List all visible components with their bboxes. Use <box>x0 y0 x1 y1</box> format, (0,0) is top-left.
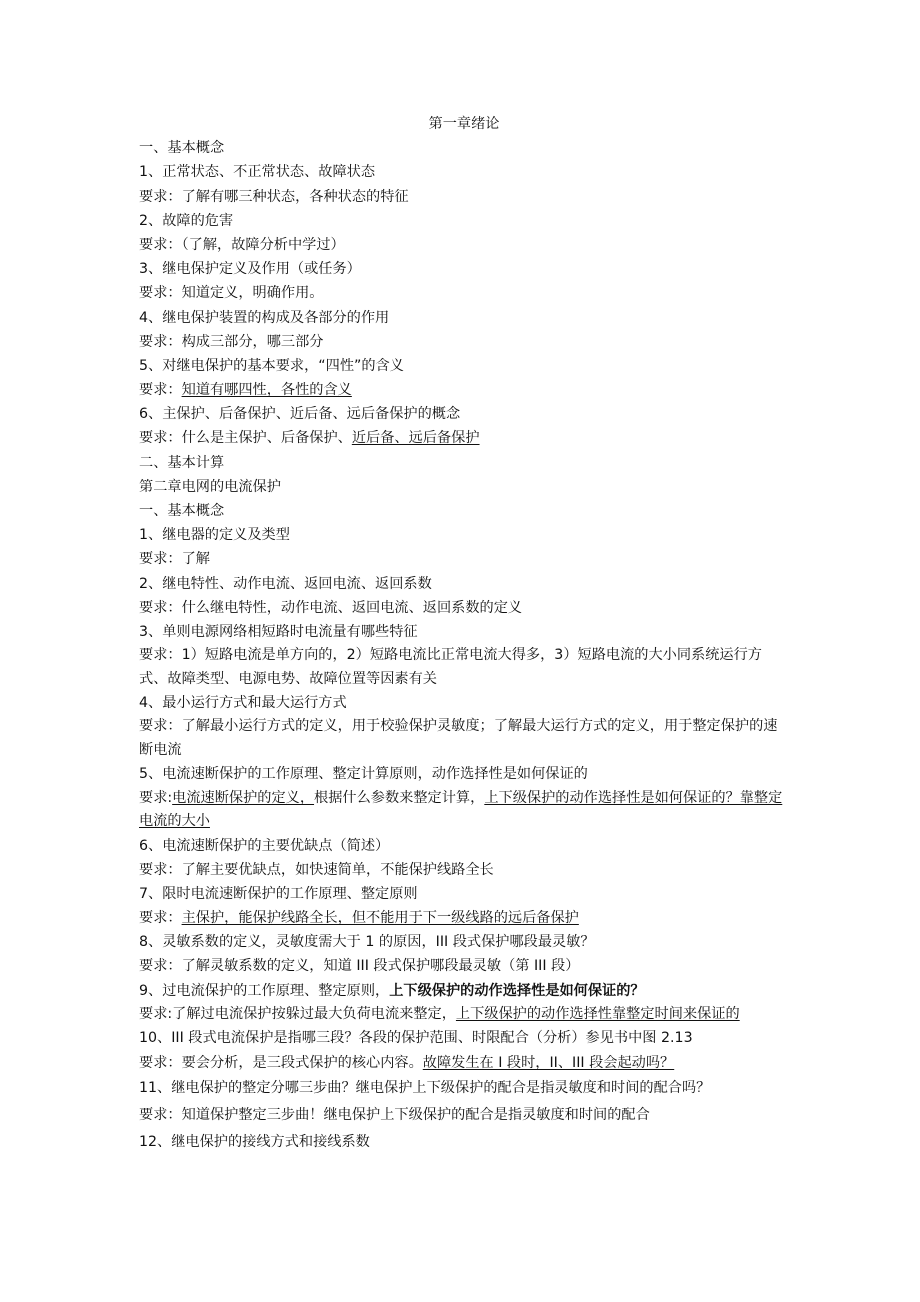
underlined-text: 主保护，能保护线路全长，但不能用于下一级线路的远后备保护 <box>181 910 579 927</box>
requirement-text: 要求：了解灵敏系数的定义，知道 III 段式保护哪段最灵敏（第 III 段） <box>139 958 580 975</box>
item-heading: 7、限时电流速断保护的工作原理、整定原则 <box>139 885 418 902</box>
item-heading: 5、电流速断保护的工作原理、整定计算原则，动作选择性是如何保证的 <box>139 766 588 783</box>
item-heading: 1、继电器的定义及类型 <box>139 527 290 544</box>
requirement-text: 要求：了解有哪三种状态，各种状态的特征 <box>139 188 409 205</box>
document-body <box>139 112 789 1156</box>
item-heading: 8、灵敏系数的定义，灵敏度需大于 1 的原因，III 段式保护哪段最灵敏？ <box>139 934 595 951</box>
requirement-line <box>139 1051 789 1075</box>
item-heading: 3、单则电源网络相短路时电流量有哪些特征 <box>139 623 418 640</box>
requirement-text: 要求：知道保护整定三步曲！继电保护上下级保护的配合是指灵敏度和时间的配合 <box>139 1106 650 1123</box>
requirement-line <box>139 378 789 402</box>
section-heading: 二、基本计算 <box>139 454 225 471</box>
requirement-text: 根据什么参数来整定计算， <box>314 789 485 806</box>
requirement-paragraph <box>139 787 789 834</box>
item-heading-line <box>139 979 789 1003</box>
item-heading: 4、最小运行方式和最大运行方式 <box>139 695 347 712</box>
requirement-text: 要求：了解主要优缺点，如快速简单，不能保护线路全长 <box>139 861 494 878</box>
item-heading: 6、主保护、后备保护、近后备、远后备保护的概念 <box>139 406 461 423</box>
requirement-label: 要求: <box>139 1005 173 1022</box>
item-heading: 9、过电流保护的工作原理、整定原则， <box>139 982 390 999</box>
item-heading: 5、对继电保护的基本要求，“四性”的含义 <box>139 357 404 374</box>
requirement-label: 要求： <box>139 910 182 927</box>
requirement-label: 要求： <box>139 382 182 399</box>
requirement-paragraph <box>139 1003 789 1027</box>
requirement-text: 要求：知道定义，明确作用。 <box>139 285 324 302</box>
item-heading: 11、继电保护的整定分哪三步曲？继电保护上下级保护的配合是指灵敏度和时间的配合吗？ <box>139 1079 711 1096</box>
requirement-text: 要求：了解 <box>139 551 210 568</box>
item-heading: 2、故障的危害 <box>139 212 234 229</box>
requirement-text: 要求：要会分析，是三段式保护的核心内容。 <box>139 1054 423 1071</box>
requirement-text: 要求：了解最小运行方式的定义，用于校验保护灵敏度；了解最大运行方式的定义，用于整定保护的速断电流 <box>139 718 778 758</box>
requirement-line <box>139 906 789 930</box>
requirement-text: 要求：（了解，故障分析中学过） <box>139 236 345 253</box>
section-heading: 一、基本概念 <box>139 140 225 157</box>
requirement-label: 要求: <box>139 789 173 806</box>
underlined-text: 上下级保护的动作选择性靠整定时间来保证的 <box>455 1005 740 1022</box>
chapter-2-title: 第二章电网的电流保护 <box>139 478 281 495</box>
section-heading: 一、基本概念 <box>139 503 225 519</box>
item-heading: 10、III 段式电流保护是指哪三段？各段的保护范围、时限配合（分析）参见书中图 2.13 <box>139 1030 693 1047</box>
bold-text: 上下级保护的动作选择性是如何保证的？ <box>389 982 645 999</box>
chapter-1-title: 第一章绪论 <box>428 116 500 132</box>
item-heading: 6、电流速断保护的主要优缺点（简述） <box>139 837 390 854</box>
underlined-text: 近后备、远后备保护 <box>351 430 480 447</box>
requirement-text: 了解过电流保护按躲过最大负荷电流来整定， <box>172 1005 456 1022</box>
underlined-text: 上下级保护的动作选择性是如何保证的？靠整定电流的大小 <box>139 789 783 829</box>
requirement-text: 要求：1）短路电流是单方向的，2）短路电流比正常电流大得多，3）短路电流的大小同系统运行方式、故障类型、电源电势、故障位置等因素有关 <box>139 647 762 687</box>
requirement-line <box>139 426 789 450</box>
item-heading: 3、继电保护定义及作用（或任务） <box>139 261 361 278</box>
item-heading: 1、正常状态、不正常状态、故障状态 <box>139 164 376 181</box>
item-heading: 2、继电特性、动作电流、返回电流、返回系数 <box>139 575 432 592</box>
requirement-text: 要求：什么是主保护、后备保护、 <box>139 430 352 447</box>
underlined-text: 故障发生在 I 段时，II、III 段会起动吗？ <box>422 1054 675 1071</box>
requirement-text: 要求：什么继电特性，动作电流、返回电流、返回系数的定义 <box>139 599 523 616</box>
item-heading: 12、继电保护的接线方式和接线系数 <box>139 1133 370 1150</box>
item-heading: 4、继电保护装置的构成及各部分的作用 <box>139 309 390 326</box>
underlined-text: 电流速断保护的定义， <box>172 789 315 806</box>
underlined-text: 知道有哪四性，各性的含义 <box>181 382 352 399</box>
requirement-text: 要求：构成三部分，哪三部分 <box>139 333 324 350</box>
